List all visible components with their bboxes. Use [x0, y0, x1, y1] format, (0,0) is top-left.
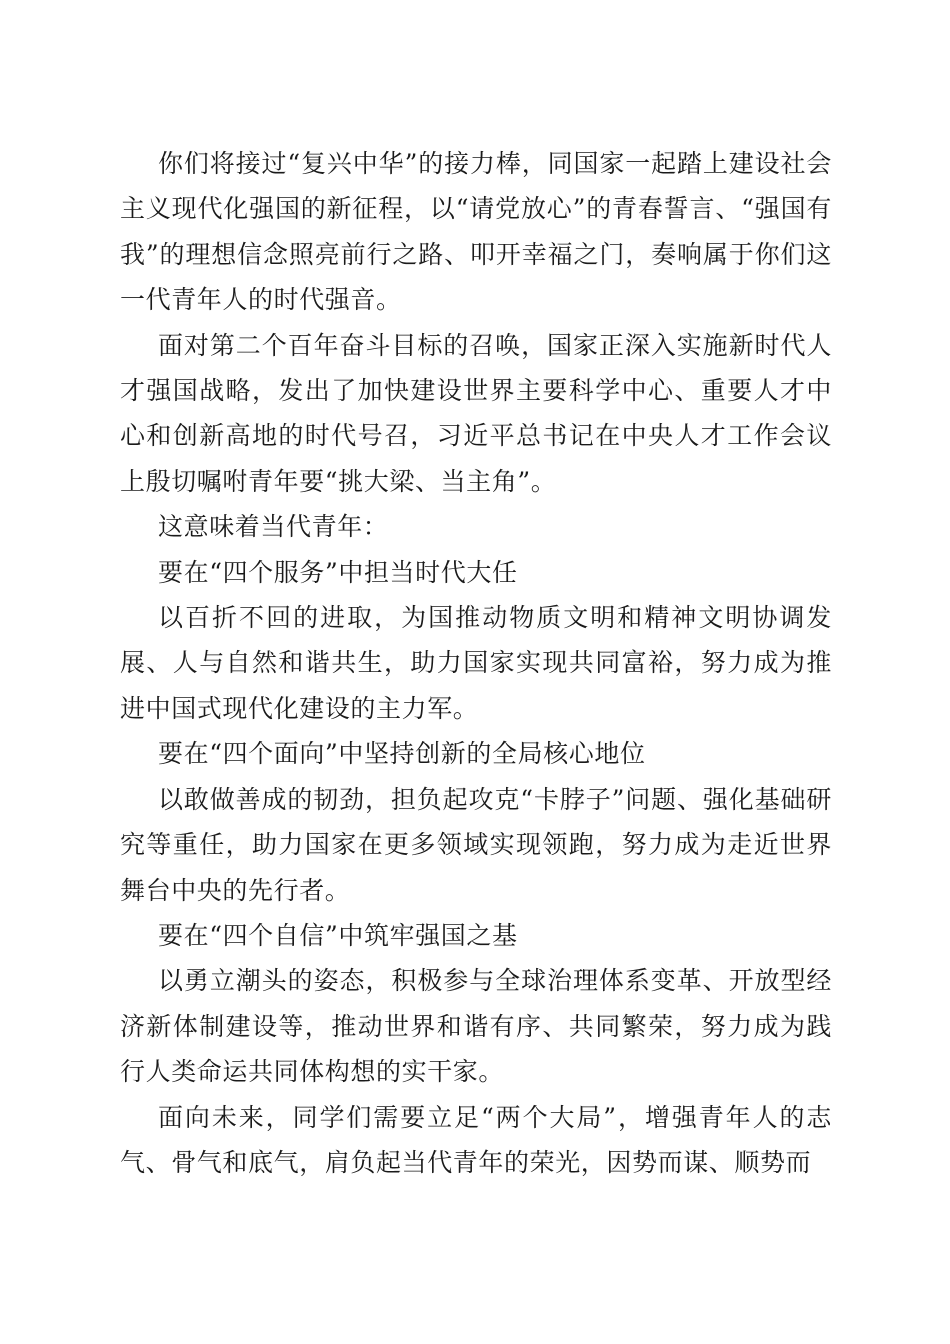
paragraph-1: 你们将接过“复兴中华”的接力棒，同国家一起踏上建设社会主义现代化强国的新征程，以“请党放心”的青春誓言、“强国有我”的理想信念照亮前行之路、叩开幸福之门，奏响属于你们这一代青年人的时代强音。 — [120, 149, 832, 315]
section-heading-four-orientations: 要在“四个面向”中坚持创新的全局核心地位 — [158, 739, 646, 769]
paragraph-7: 面向未来，同学们需要立足“两个大局”，增强青年人的志气、骨气和底气，肩负起当代青年的荣光，因势而谋、顺势而 — [120, 1102, 832, 1177]
paragraph-3: 这意味着当代青年： — [158, 512, 389, 542]
paragraph-5: 以敢做善成的韧劲，担负起攻克“卡脖子”问题、强化基础研究等重任，助力国家在更多领域实现领跑，努力成为走近世界舞台中央的先行者。 — [120, 784, 832, 905]
section-heading-four-confidences: 要在“四个自信”中筑牢强国之基 — [158, 920, 518, 950]
paragraph-6: 以勇立潮头的姿态，积极参与全球治理体系变革、开放型经济新体制建设等，推动世界和谐有序、共同繁荣，努力成为践行人类命运共同体构想的实干家。 — [120, 966, 832, 1087]
paragraph-2: 面对第二个百年奋斗目标的召唤，国家正深入实施新时代人才强国战略，发出了加快建设世界主要科学中心、重要人才中心和创新高地的时代号召，习近平总书记在中央人才工作会议上殷切嘱咐青年要“挑大梁、当主角”。 — [120, 330, 832, 496]
section-heading-four-services: 要在“四个服务”中担当时代大任 — [158, 557, 518, 587]
body-text — [120, 141, 832, 1185]
paragraph-4: 以百折不回的进取，为国推动物质文明和精神文明协调发展、人与自然和谐共生，助力国家实现共同富裕，努力成为推进中国式现代化建设的主力军。 — [120, 603, 832, 723]
